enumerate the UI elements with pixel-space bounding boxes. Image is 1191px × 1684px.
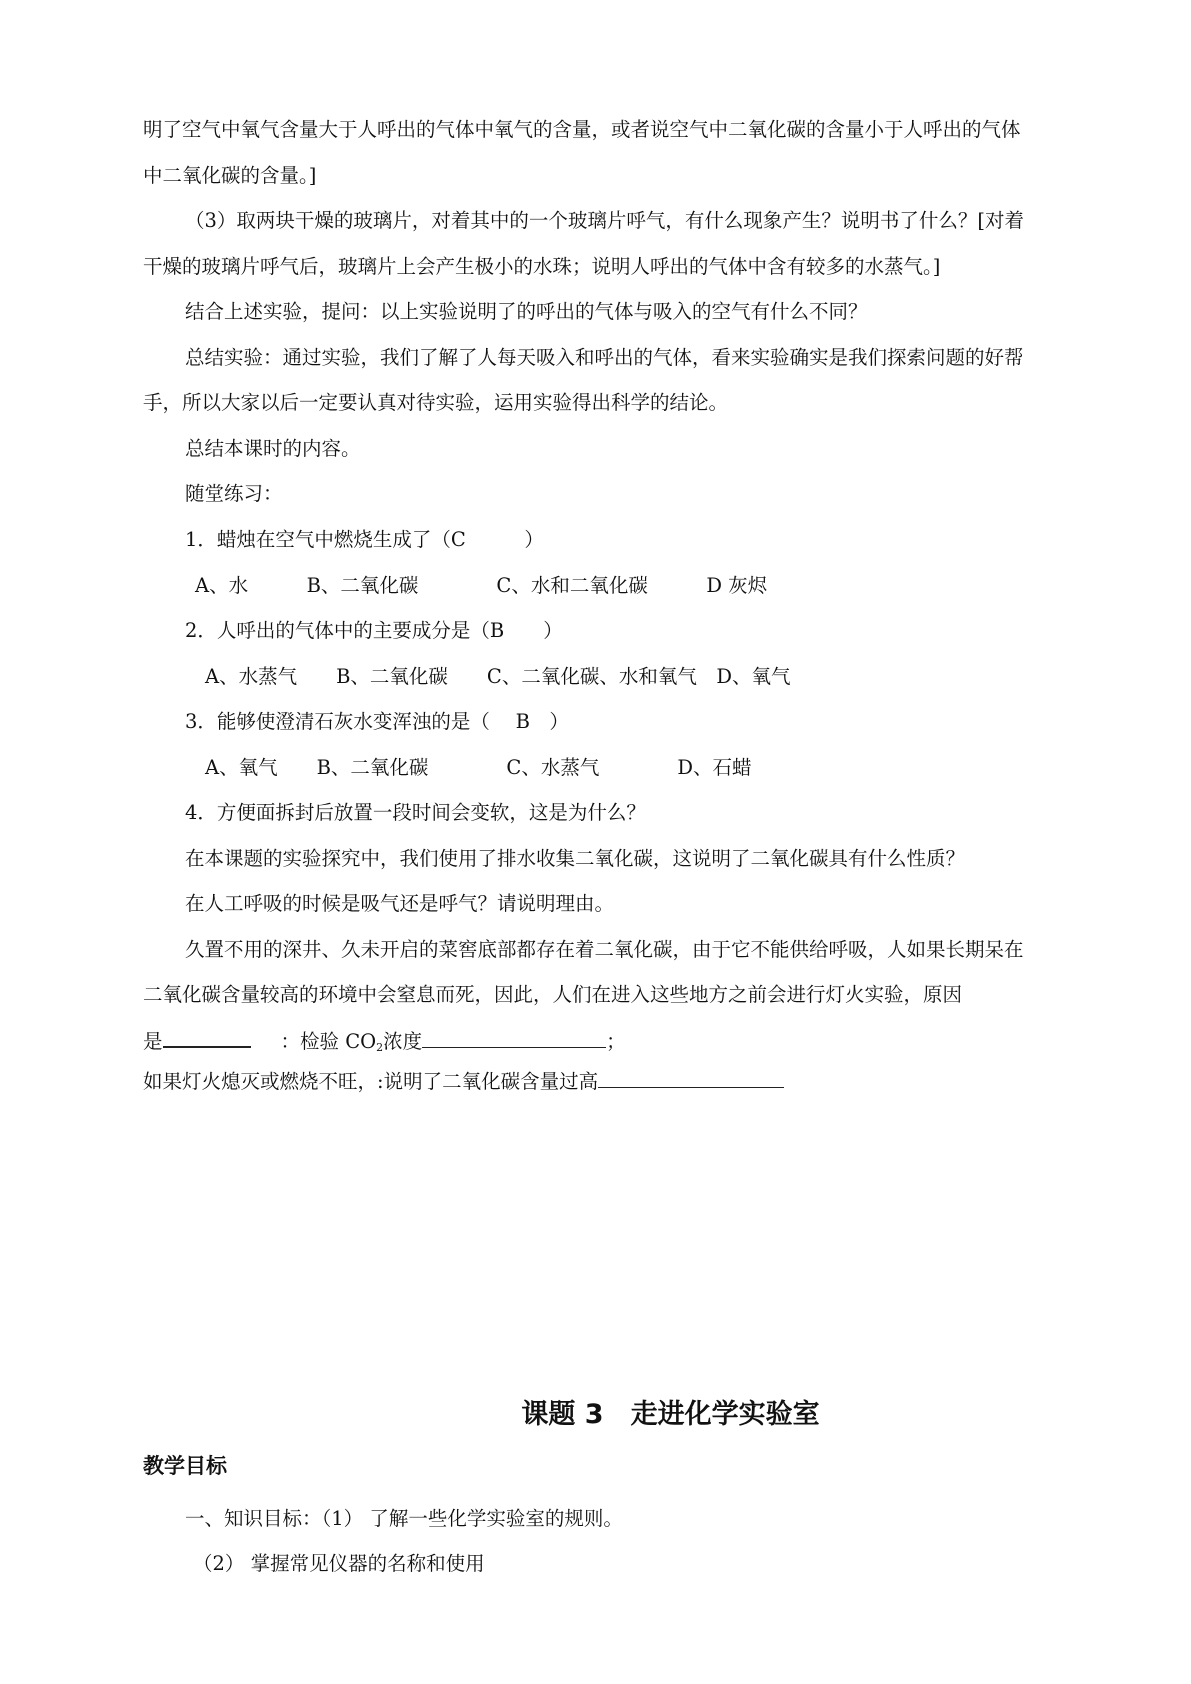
paragraph-line: 结合上述实验，提问：以上实验说明了的呼出的气体与吸入的空气有什么不同？	[185, 300, 868, 323]
question-4: 4．方便面拆封后放置一段时间会变软，这是为什么？	[185, 801, 646, 824]
text-fragment: 浓度	[383, 1030, 423, 1053]
paragraph-line: 随堂练习：	[185, 482, 283, 505]
answer-blank[interactable]	[422, 1029, 606, 1048]
paragraph-line: 手，所以大家以后一定要认真对待实验，运用实验得出科学的结论。	[143, 391, 729, 414]
question-2: 2．人呼出的气体中的主要成分是（B ）	[185, 619, 563, 642]
paragraph-line: 久置不用的深井、久未开启的菜窖底部都存在着二氧化碳，由于它不能供给呼吸，人如果长期呆在	[185, 938, 1024, 961]
goal-line: （2） 掌握常见仪器的名称和使用	[193, 1552, 485, 1575]
fill-in-line	[143, 1028, 626, 1054]
paragraph-line: 中二氧化碳的含量。]	[143, 164, 317, 187]
paragraph-line: （3）取两块干燥的玻璃片，对着其中的一个玻璃片呼气，有什么现象产生？说明书了什么？[对着	[185, 209, 1025, 232]
paragraph-line: 二氧化碳含量较高的环境中会窒息而死，因此，人们在进入这些地方之前会进行灯火实验，原因	[143, 983, 963, 1006]
paragraph-line: 总结实验：通过实验，我们了解了人每天吸入和呼出的气体，看来实验确实是我们探索问题的好帮	[185, 346, 1024, 369]
paragraph-line: 在本课题的实验探究中，我们使用了排水收集二氧化碳，这说明了二氧化碳具有什么性质？	[185, 847, 966, 870]
section-title: 课题 3 走进化学实验室	[521, 1399, 820, 1430]
text-fragment: 如果灯火熄灭或燃烧不旺，:说明了二氧化碳含量过高	[143, 1070, 599, 1093]
fill-in-line	[143, 1069, 784, 1095]
text-fragment: 是	[143, 1030, 163, 1053]
text-fragment: ：检验 CO	[280, 1030, 377, 1053]
answer-blank[interactable]	[598, 1069, 784, 1088]
paragraph-line: 在人工呼吸的时候是吸气还是呼气？请说明理由。	[185, 892, 615, 915]
question-3: 3．能够使澄清石灰水变浑浊的是（ B ）	[185, 710, 569, 733]
question-1: 1．蜡烛在空气中燃烧生成了（C ）	[185, 528, 544, 551]
paragraph-line: 总结本课时的内容。	[185, 437, 361, 460]
question-1-options: A、水 B、二氧化碳 C、水和二氧化碳 D 灰烬	[195, 574, 768, 597]
section-heading: 教学目标	[143, 1454, 227, 1478]
question-3-options: A、氧气 B、二氧化碳 C、水蒸气 D、石蜡	[205, 756, 752, 779]
answer-blank[interactable]	[163, 1028, 251, 1048]
goal-line: 一、知识目标：（1） 了解一些化学实验室的规则。	[185, 1507, 623, 1530]
question-2-options: A、水蒸气 B、二氧化碳 C、二氧化碳、水和氧气 D、氧气	[205, 665, 791, 688]
paragraph-line: 明了空气中氧气含量大于人呼出的气体中氧气的含量，或者说空气中二氧化碳的含量小于人呼出的气体	[143, 118, 1021, 141]
text-fragment: ；	[606, 1030, 626, 1053]
paragraph-line: 干燥的玻璃片呼气后，玻璃片上会产生极小的水珠；说明人呼出的气体中含有较多的水蒸气。]	[143, 255, 941, 278]
subscript: 2	[376, 1041, 384, 1054]
